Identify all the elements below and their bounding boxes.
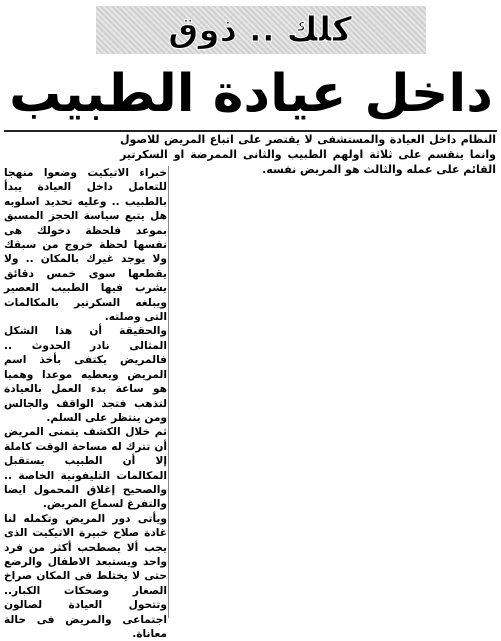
article-kicker: كلك .. ذوق — [168, 10, 352, 50]
body-paragraph-3: ثم خلال الكشف يتمنى المريض أن تترك له مساحة الوقت كاملة إلا أن الطبيب يستقبل المكالمات التليفونية الخاصة .. والصحيح إغلاق المحمول ايضا والتفرغ لسماع المريض. — [4, 426, 167, 511]
article-lead: النظام داخل العيادة والمستشفى لا يقتصر على اتباع المريض للاصول وانما ينقسم على ثلاثة اولهم الطبيب والثانى الممرضة او السكرتير القائم على عمله والثالث هو المريض نفسه. — [120, 133, 496, 176]
article-headline: داخل عيادة الطبيب — [9, 64, 493, 124]
article-body-column — [4, 166, 167, 640]
body-paragraph-1: خبراء الاتيكيت وضعوا منهجا للتعامل داخل العيادة يبدأ بالطبيب .. وعليه تحديد اسلوبه هل يتبع سياسة الحجز المسبق بموعد فلحظة دخولك هى نفسها لحظة خروج من سبقك ولا يوجد غيرك بالمكان .. ولا يقطعها سوى خمس دقائق يشرب فيها الطبيب العصير ويبلغه السكرتير بالمكالمات التى وصلته. — [4, 167, 167, 324]
body-paragraph-4: ويأتى دور المريض وتكمله لنا غادة صلاح خبيرة الاتيكيت الذى يجب ألا يصطحب أكثر من فرد واحد ويستبعد الاطفال والرضع حتى لا يختلط فى المكان صراخ الصغار وضحكات الكبار.. وتتحول العيادة لصالون اجتماعى والمريض فى حالة معاناة. — [4, 512, 167, 640]
column-divider — [168, 166, 169, 618]
body-paragraph-2: والحقيقة أن هذا الشكل المثالى نادر الحدوث .. فالمريض يكتفى بأخذ اسم المريض ويعطيه موعدا وهميا هو ساعة بدء العمل بالعيادة لتذهب فتجد الواقف والجالس ومن ينتظر على السلم. — [4, 325, 167, 424]
